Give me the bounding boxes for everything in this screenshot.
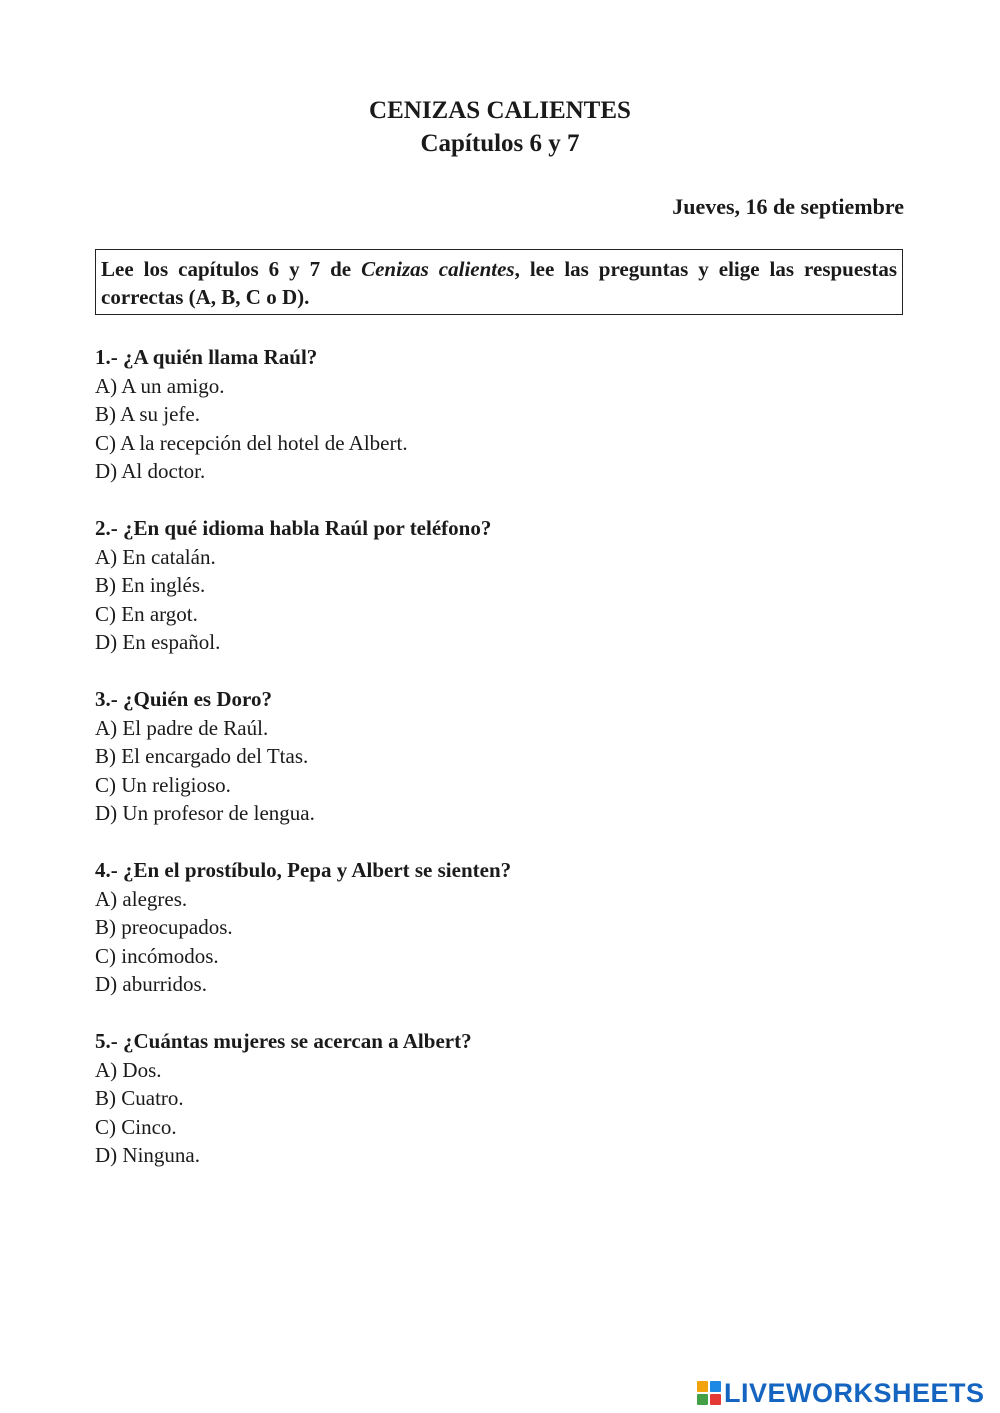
answer-option[interactable]: D) Ninguna. bbox=[95, 1143, 200, 1167]
answer-option[interactable]: B) Cuatro. bbox=[95, 1086, 184, 1110]
question-3 bbox=[95, 685, 905, 828]
question-text: 1.- ¿A quién llama Raúl? bbox=[95, 345, 318, 369]
answer-option[interactable]: D) Al doctor. bbox=[95, 459, 206, 483]
answer-option[interactable]: D) En español. bbox=[95, 630, 221, 654]
question-text: 2.- ¿En qué idioma habla Raúl por teléfono? bbox=[95, 516, 492, 540]
question-list bbox=[95, 343, 905, 1198]
question-text: 3.- ¿Quién es Doro? bbox=[95, 687, 272, 711]
worksheet-title: CENIZAS CALIENTES bbox=[369, 97, 631, 124]
answer-option[interactable]: A) El padre de Raúl. bbox=[95, 715, 269, 740]
answer-option[interactable]: B) preocupados. bbox=[95, 915, 233, 939]
answer-option[interactable]: C) Cinco. bbox=[95, 1114, 177, 1139]
answer-option[interactable]: D) aburridos. bbox=[95, 972, 207, 996]
answer-option[interactable]: A) En catalán. bbox=[95, 544, 216, 569]
question-5 bbox=[95, 1027, 905, 1170]
answer-option[interactable]: A) alegres. bbox=[95, 886, 188, 911]
worksheet-subtitle: Capítulos 6 y 7 bbox=[420, 130, 580, 157]
answer-option[interactable]: A) Dos. bbox=[95, 1057, 162, 1082]
worksheet-date: Jueves, 16 de septiembre bbox=[672, 194, 904, 219]
logo-text: LIVEWORKSHEETS bbox=[724, 1377, 985, 1408]
question-2 bbox=[95, 514, 905, 657]
answer-option[interactable]: B) El encargado del Ttas. bbox=[95, 744, 309, 768]
question-text: 5.- ¿Cuántas mujeres se acercan a Albert? bbox=[95, 1029, 472, 1053]
question-1 bbox=[95, 343, 905, 486]
liveworksheets-logo-icon bbox=[697, 1381, 721, 1405]
answer-option[interactable]: C) A la recepción del hotel de Albert. bbox=[95, 430, 408, 455]
instructions-text-after: , lee las preguntas y elige las respuestas correctas (A, B, C o D). bbox=[101, 257, 898, 309]
answer-option[interactable]: D) Un profesor de lengua. bbox=[95, 801, 315, 825]
liveworksheets-logo bbox=[697, 1378, 985, 1408]
answer-option[interactable]: C) incómodos. bbox=[95, 943, 219, 968]
answer-option[interactable]: B) En inglés. bbox=[95, 573, 206, 597]
instructions-box bbox=[95, 249, 903, 315]
answer-option[interactable]: A) A un amigo. bbox=[95, 373, 225, 398]
answer-option[interactable]: B) A su jefe. bbox=[95, 402, 200, 426]
answer-option[interactable]: C) Un religioso. bbox=[95, 772, 231, 797]
question-4 bbox=[95, 856, 905, 999]
answer-option[interactable]: C) En argot. bbox=[95, 601, 198, 626]
instructions-text-before: Lee los capítulos 6 y 7 de bbox=[101, 257, 362, 281]
question-text: 4.- ¿En el prostíbulo, Pepa y Albert se sienten? bbox=[95, 858, 512, 882]
instructions-book-title: Cenizas calientes bbox=[361, 257, 515, 281]
